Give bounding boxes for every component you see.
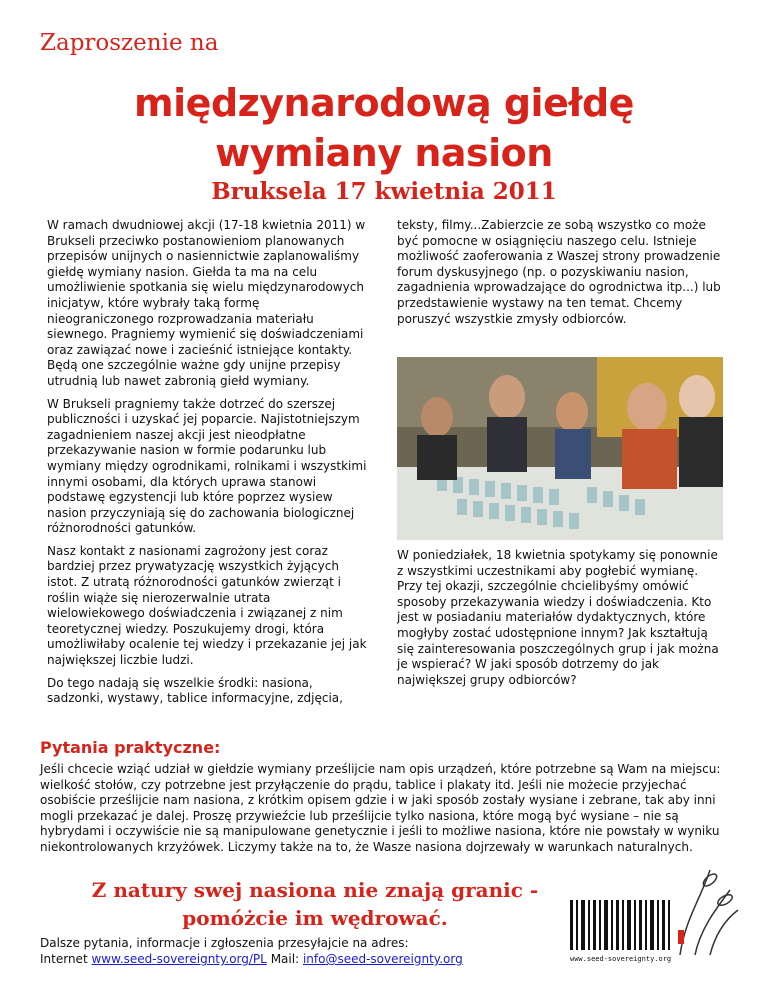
invite-heading: Zaproszenie na <box>40 30 219 56</box>
paragraph: teksty, filmy...Zabierzcie ze sobą wszystko co może być pomocne w osiągnięciu naszego celu. Istnieje możliwość zaoferowania z Waszej strony prowadzenie forum dyskusyjnego (np. o pozyskiwaniu nasion, zagadnienia wprowadzające do ogrodnictwa itp...) lub przedstawienie wystawy na ten temat. Chcemy poruszyć wszystkie zmysły odbiorców. <box>397 218 721 326</box>
left-column <box>47 218 369 714</box>
paragraph: W Brukseli pragniemy także dotrzeć do szerszej publiczności i uzyskać jej poparcie. Najistotniejszym zagadnieniem naszej akcji jest nieodpłatne przekazywanie nasion w formie podarunku lub wymiany między ogrodnikami, rolnikami i wszystkimi innymi osobami, dla których uprawa stanowi podstawę egzystencji lub które poprzez wysiew nasion przyczyniają się do zachowania biologicznej różnorodności gatunków. <box>47 396 367 536</box>
seed-exchange-photo <box>397 357 723 540</box>
title-line-1: międzynarodową giełdę <box>134 81 634 125</box>
website-link[interactable]: www.seed-sovereignty.org/PL <box>91 952 267 966</box>
paragraph: Do tego nadają się wszelkie środki: nasiona, sadzonki, wystawy, tablice informacyjne, zdjęcia, <box>47 675 343 706</box>
contact-intro: Dalsze pytania, informacje i zgłoszenia przesyłajcie na adres: <box>40 936 409 950</box>
paragraph: Nasz kontakt z nasionami zagrożony jest coraz bardziej przez prywatyzację wszystkich żyjących istot. Z utratą różnorodności gatunków zwierząt i roślin wiąże się nierozerwalnie utrata wielowiekowego doświadczenia i związanej z nim teoretycznej wiedzy. Poszukujemy drogi, która umożliwiłaby ocalenie tej wiedzy i przekazanie jej jak największej liczbie ludzi. <box>47 543 367 668</box>
slogan-line-1: Z natury swej nasiona nie znają granic - <box>91 878 539 902</box>
mail-label: Mail: <box>270 952 300 966</box>
logo-caption: www.seed-sovereignty.org <box>570 955 672 963</box>
contact-info <box>40 935 463 967</box>
paragraph: W poniedziałek, 18 kwietnia spotykamy się ponownie z wszystkimi uczestnikami aby pogłebić wymianę. Przy tej okazji, szczególnie chcielibyśmy omówić sposoby przekazywania wiedzy i doświadczenia. Kto jest w posiadaniu materiałów dydaktycznych, które mogłyby zostać udostępnione innym? Jak kształtują się zainteresowania poszczególnych grup i jak można je wspierać? W jaki sposób dotrzemy do jak największej grupy odbiorców? <box>397 548 719 687</box>
paragraph: W ramach dwudniowej akcji (17-18 kwietnia 2011) w Brukseli przeciwko postanowieniom planowanych przepisów unijnych o nasiennictwie zaplanowaliśmy giełdę wymiany nasion. Giełda ta ma na celu umożliwienie spotkania się wielu międzynarodowych inicjatyw, które wybrały taką formę nieograniczonego rozprowadzania materiału siewnego. Pragniemy wymienić się doświadczeniami oraz zawiązać nowe i zacieśnić istniejące kontakty. Będą one szczególnie ważne gdy unijne przepisy utrudnią lub nawet zabronią giełd wymiany. <box>47 218 366 388</box>
contact-links <box>40 951 463 967</box>
event-date: Bruksela 17 kwietnia 2011 <box>211 178 557 205</box>
email-link[interactable]: info@seed-sovereignty.org <box>302 952 463 966</box>
practical-text: Jeśli chcecie wziąć udział w giełdzie wymiany prześlijcie nam opis urządzeń, które potrzebne są Wam na miejscu: wielkość stołów, czy potrzebne jest przyłączenie do prądu, tablice i plakaty itd. Jeśli nie możecie przyjechać osobiście prześlijcie nam nasiona, z krótkim opisem gdzie i w jaki sposób zostały wysiane i zebrane, tak aby inni mogli przekazać je dalej. Proszę przywieźcie lub prześlijcie tylko nasiona, które mogą być wysiane – nie są hybrydami i oczywiście nie są manipulowane genetycznie i jeśli to możliwe nasiona, które nie powstały w wyniku niekontrolowanych krzyżówek. Liczymy także na to, że Wasze nasiona dojrzewały w warunkach naturalnych. <box>40 762 721 854</box>
right-column-top <box>397 218 722 334</box>
slogan <box>90 876 540 932</box>
page-title <box>0 78 768 178</box>
slogan-line-2: pomóżcie im wędrować. <box>182 906 448 930</box>
title-line-2: wymiany nasion <box>215 131 553 175</box>
right-column-bottom <box>397 548 722 695</box>
internet-label: Internet <box>40 952 88 966</box>
practical-heading: Pytania praktyczne: <box>40 738 221 757</box>
